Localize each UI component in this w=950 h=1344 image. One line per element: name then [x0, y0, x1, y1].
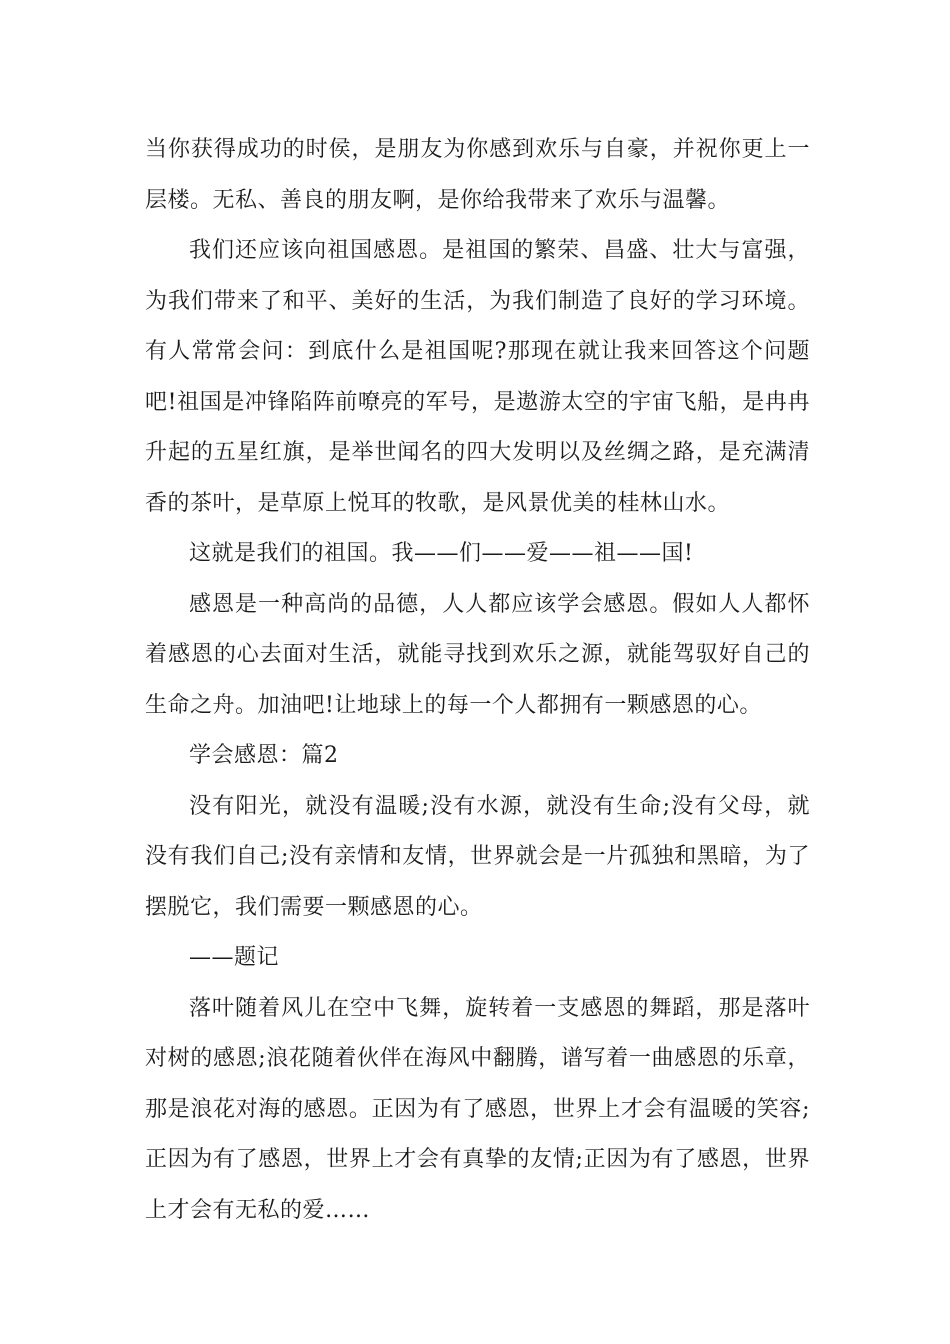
paragraph-epigraph: 没有阳光，就没有温暖;没有水源，就没有生命;没有父母，就没有我们自己;没有亲情和友情，世界就会是一片孤独和黑暗，为了摆脱它，我们需要一颗感恩的心。 — [145, 793, 810, 920]
paragraph-friendship-end: 当你获得成功的时侯，是朋友为你感到欢乐与自豪，并祝你更上一层楼。无私、善良的朋友啊，是你给我带来了欢乐与温馨。 — [145, 137, 810, 213]
paragraph-gratitude-to-country: 我们还应该向祖国感恩。是祖国的繁荣、昌盛、壮大与富强，为我们带来了和平、美好的生活，为我们制造了良好的学习环境。有人常常会问：到底什么是祖国呢?那现在就让我来回答这个问题吧!祖国是冲锋陷阵前嘹亮的军号，是遨游太空的宇宙飞船，是冉冉升起的五星红旗，是举世闻名的四大发明以及丝绸之路，是充满清香的茶叶，是草原上悦耳的牧歌，是风景优美的桂林山水。 — [145, 238, 810, 516]
epigraph-attribution: ——题记 — [189, 945, 280, 970]
document-body — [145, 125, 810, 1236]
paragraph-falling-leaves: 落叶随着风儿在空中飞舞，旋转着一支感恩的舞蹈，那是落叶对树的感恩;浪花随着伙伴在海风中翻腾，谱写着一曲感恩的乐章，那是浪花对海的感恩。正因为有了感恩，世界上才会有温暖的笑容;正因为有了感恩，世界上才会有真挚的友情;正因为有了感恩，世界上才会有无私的爱…… — [145, 995, 810, 1223]
section-heading-essay-2: 学会感恩：篇2 — [189, 743, 339, 768]
paragraph-gratitude-virtue: 感恩是一种高尚的品德，人人都应该学会感恩。假如人人都怀着感恩的心去面对生活，就能寻找到欢乐之源，就能驾驭好自己的生命之舟。加油吧!让地球上的每一个人都拥有一颗感恩的心。 — [145, 591, 810, 718]
paragraph-this-is-our-country: 这就是我们的祖国。我——们——爱——祖——国! — [189, 541, 694, 566]
